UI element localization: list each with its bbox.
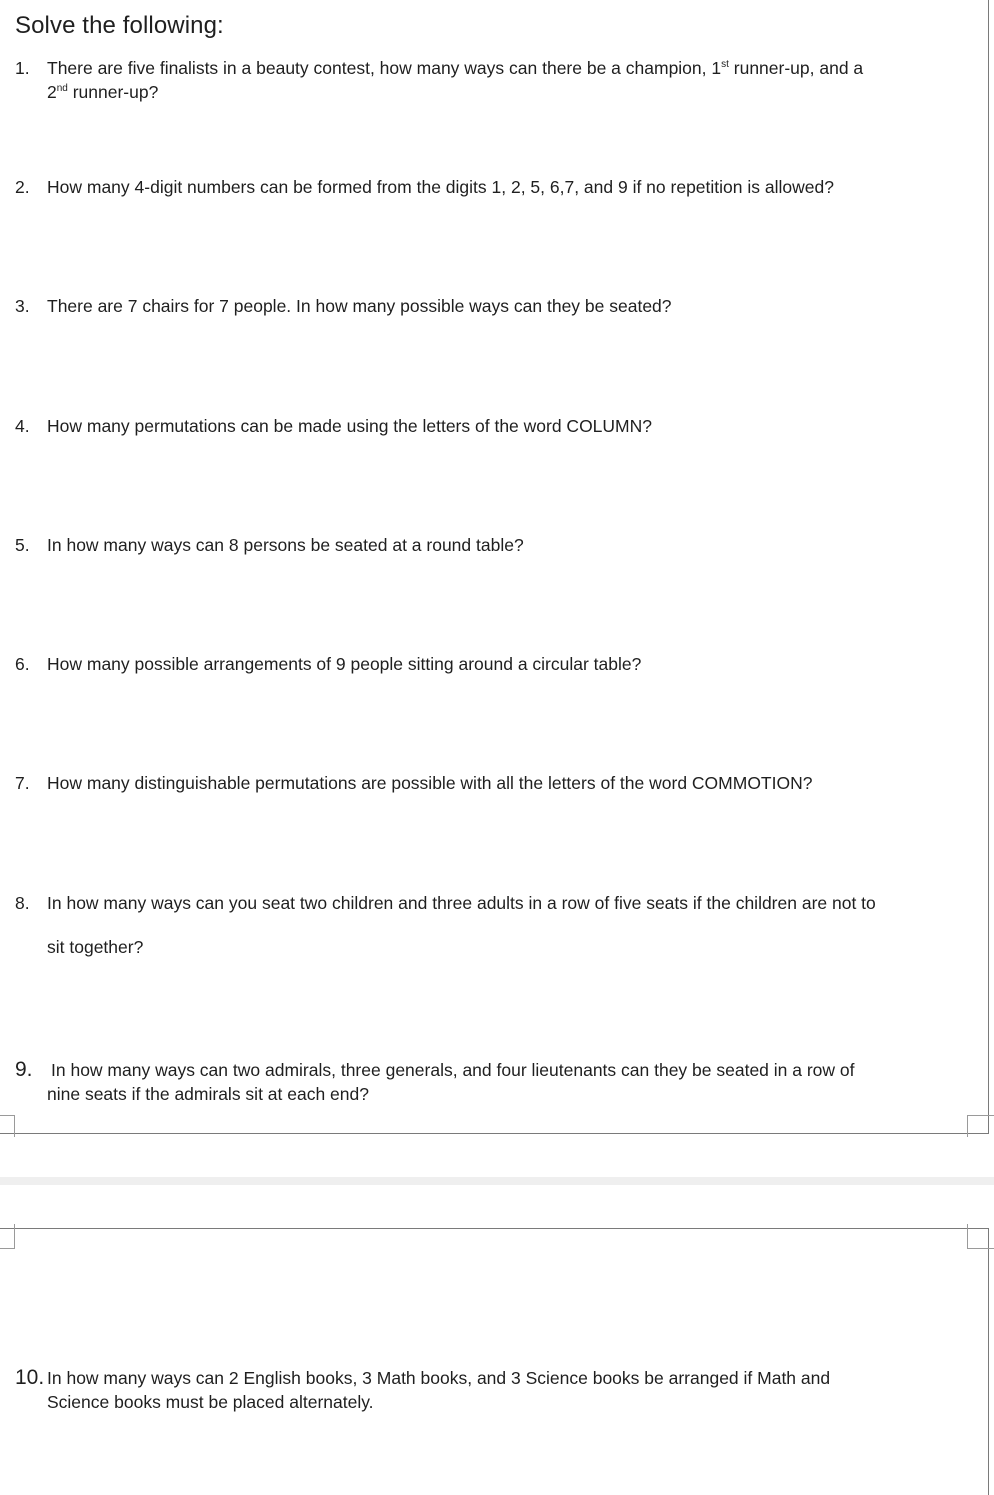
question-6: [15, 652, 975, 676]
crop-mark: [967, 1115, 994, 1116]
question-text: How many 4-digit numbers can be formed from the digits 1, 2, 5, 6,7, and 9 if no repetition is allowed?: [47, 177, 834, 197]
question-number: 3.: [15, 296, 30, 316]
page-border: [988, 1228, 989, 1495]
question-3: [15, 294, 975, 318]
question-text: In how many ways can two admirals, three generals, and four lieutenants can they be seated in a row of nine seats if the admirals sit at each end?: [47, 1060, 855, 1104]
question-9: [15, 1058, 975, 1106]
crop-mark: [967, 1224, 968, 1249]
question-7: [15, 771, 975, 795]
crop-mark: [14, 1115, 15, 1137]
page-break-line: [0, 1133, 989, 1134]
page-border: [988, 0, 989, 1133]
question-number: 6.: [15, 654, 30, 674]
question-text: In how many ways can 8 persons be seated at a round table?: [47, 535, 524, 555]
question-10: [15, 1366, 975, 1414]
crop-mark: [967, 1115, 968, 1137]
question-number: 4.: [15, 416, 30, 436]
question-text: In how many ways can you seat two children and three adults in a row of five seats if the children are not to sit together?: [47, 893, 876, 957]
question-number: 5.: [15, 535, 30, 555]
crop-mark: [0, 1248, 15, 1249]
question-text: How many distinguishable permutations are possible with all the letters of the word COMMOTION?: [47, 773, 813, 793]
question-number: 7.: [15, 773, 30, 793]
page-gap: [0, 1177, 994, 1185]
question-text: How many permutations can be made using the letters of the word COLUMN?: [47, 416, 653, 436]
question-number: 9.: [15, 1058, 33, 1081]
crop-mark: [0, 1115, 15, 1116]
question-text: How many possible arrangements of 9 people sitting around a circular table?: [47, 654, 642, 674]
question-number: 10.: [15, 1366, 45, 1389]
question-number: 2.: [15, 177, 30, 197]
page-title: Solve the following:: [15, 12, 224, 39]
question-number: 1.: [15, 58, 30, 78]
question-4: [15, 414, 975, 438]
question-number: 8.: [15, 893, 30, 913]
question-text: In how many ways can 2 English books, 3 Math books, and 3 Science books be arranged if Math and Science books must be placed alternately.: [47, 1368, 831, 1412]
question-8: [15, 891, 975, 959]
question-text: There are 7 chairs for 7 people. In how many possible ways can they be seated?: [47, 296, 672, 316]
crop-mark: [967, 1248, 994, 1249]
question-1: [15, 56, 975, 104]
question-2: [15, 175, 975, 199]
crop-mark: [14, 1224, 15, 1249]
question-5: [15, 533, 975, 557]
question-text: There are five finalists in a beauty contest, how many ways can there be a champion, 1st runner-up, and a 2nd runner-up?: [47, 58, 864, 102]
page-break-line: [0, 1228, 989, 1229]
